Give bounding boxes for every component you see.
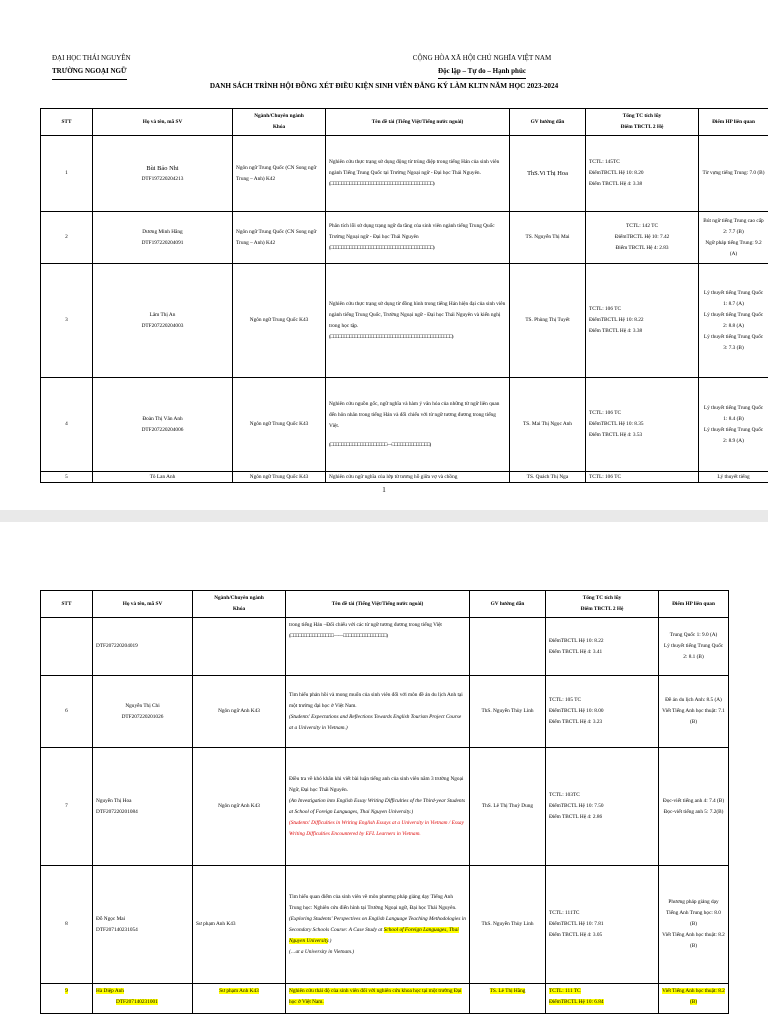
cell-topic: Nghiên cứu thực trạng sử dụng động từ trùng điệp trong tiếng Hán của sinh viên ngành Tiếng Trung Quốc tại Trường Ngoại ngữ - Đại học Thái Nguyên. (□□□□□□□□□□□□□□□□□□□□□□□□□□□□□□□□□□□□□□) <box>326 136 510 212</box>
cell-credits: TCTL: 105 TC ĐiểmTBCTL Hệ 10: 8.00 Điểm TBCTL Hệ 4: 3.23 <box>546 676 659 748</box>
col-advisor: GV hướng dẫn <box>470 591 546 618</box>
cell-scores: Lý thuyết tiếng Trung Quốc 1: 8.4 (B) Lý thuyết tiếng Trung Quốc 2: 8.9 (A) <box>699 378 768 472</box>
header-right <box>382 52 582 79</box>
col-major: Ngành/Chuyên ngành Khóa <box>233 109 326 136</box>
cell-scores: Lý thuyết tiếng <box>699 472 768 483</box>
cell-advisor: TS. Quách Thị Nga <box>510 472 586 483</box>
cell-major: Ngôn ngữ Anh K43 <box>193 676 286 748</box>
cell-stt: 4 <box>41 378 93 472</box>
cell-name: Nguyễn Thị Hoa DTF207220201084 <box>93 748 193 866</box>
motto: Độc lập – Tự do – Hạnh phúc <box>438 65 526 79</box>
col-topic: Tên đề tài (Tiếng Việt/Tiếng nước ngoài) <box>286 591 470 618</box>
cell-stt: 5 <box>41 472 93 483</box>
cell-advisor <box>470 618 546 676</box>
cell-scores: Lý thuyết tiếng Trung Quốc 1: 8.7 (A) Lý thuyết tiếng Trung Quốc 2: 8.8 (A) Lý thuyết tiếng Trung Quốc 3: 7.3 (B) <box>699 264 768 378</box>
cell-credits: TCTL: 106 TC ĐiểmTBCTL Hệ 10: 8.22 Điểm TBCTL Hệ 4: 3.38 <box>586 264 699 378</box>
cell-major: Ngôn ngữ Anh K43 <box>193 748 286 866</box>
table-row <box>41 748 729 866</box>
cell-topic: Nghiên cứu nguồn gốc, ngữ nghĩa và hàm ý văn hóa của những từ ngữ liên quan đến hôn nhân trong tiếng Hán và đối chiếu với từ ngữ tương đương trong tiếng Việt. (□□□□□□□□□□□□□□□□□□□□□—□□□□□□□□□□□□□□) <box>326 378 510 472</box>
document-page-1 <box>0 0 768 510</box>
cell-advisor: ThS. Lê Thị Thuỳ Dung <box>470 748 546 866</box>
cell-topic: Tìm hiểu quan điểm của sinh viên về môn phương pháp giảng dạy Tiếng Anh Trung học: Nghiên cứu điển hình tại Trường Ngoại ngữ, Đại học Thái Nguyên. (Exploring Students' Perspectives on English Language Teaching Methodologies in Secondary Schools Course: A Case Study at School of Foreign Languages, Thai Nguyen University.) (…at a University in Vietnam.) <box>286 866 470 984</box>
table-header-row <box>41 591 729 618</box>
cell-credits: TCTL: 106 TC ĐiểmTBCTL Hệ 10: 8.35 Điểm TBCTL Hệ 4: 3.53 <box>586 378 699 472</box>
table-row <box>41 264 768 378</box>
cell-advisor: TS. Mai Thị Ngọc Anh <box>510 378 586 472</box>
table-row <box>41 472 768 483</box>
university-name: ĐẠI HỌC THÁI NGUYÊN <box>52 54 131 62</box>
col-credits: Tổng TC tích lũy Điểm TBCTL 2 Hệ <box>546 591 659 618</box>
table-row <box>41 212 768 264</box>
cell-scores: Đề án du lịch Anh: 8.5 (A) Viết Tiếng Anh học thuật: 7.1 (B) <box>659 676 729 748</box>
table-row <box>41 136 768 212</box>
table-row <box>41 618 729 676</box>
school-name: TRƯỜNG NGOẠI NGỮ <box>52 65 127 80</box>
cell-topic: Điều tra về khó khăn khi viết bài luận tiếng anh của sinh viên năm 3 trường Ngoại Ngữ, Đại học Thái Nguyên. (An Investigation into English Essay Writing Difficulties of the Third-year Students at School of Foreign Languages, Thai Nguyen University.) (Students' Difficulties in Writing English Essays at a University in Vietnam / Essay Writing Difficulties Encountered by EFL Learners in Vietnam. <box>286 748 470 866</box>
cell-credits: TCTL: 111 TC ĐiểmTBCTL Hệ 10: 6.84 <box>546 984 659 1014</box>
council-table-page-1 <box>40 108 768 483</box>
col-scores: Điểm HP liên quan <box>659 591 729 618</box>
col-name: Họ và tên, mã SV <box>93 591 193 618</box>
cell-credits: TCTL: 103TC ĐiểmTBCTL Hệ 10: 7.50 Điểm TBCTL Hệ 4: 2.86 <box>546 748 659 866</box>
cell-advisor: ThS. Nguyễn Thùy Linh <box>470 866 546 984</box>
cell-major: Sư phạm Anh K43 <box>193 866 286 984</box>
cell-name: DTF207220204019 <box>93 618 193 676</box>
cell-scores: Viết Tiếng Anh học thuật: 8.2 (B) <box>659 984 729 1014</box>
cell-name: Đoàn Thị Vân Anh DTF207220204006 <box>93 378 233 472</box>
cell-name: Dương Minh Hằng DTF197220204091 <box>93 212 233 264</box>
cell-stt <box>41 618 93 676</box>
cell-advisor: ThS.Vi Thị Hoa <box>510 136 586 212</box>
cell-topic: Tìm hiểu phản hồi và mong muốn của sinh viên đối với môn đề án du lịch Anh tại một trường đại học ở Việt Nam. (Students' Expectations and Reflections Towards English Tourism Project Course at a University in Vietnam.) <box>286 676 470 748</box>
cell-topic: Nghiên cứu thực trạng sử dụng từ đồng hình trong tiếng Hán hiện đại của sinh viên ngành tiếng Trung Quốc, Trường Ngoại ngữ - Đại học Thái Nguyên và kiến nghị trong học tập. (□□□□□□□□□□□□□□□□□□□□□□□□□□□□□□□□□□□□□□□□□□□□□) <box>326 264 510 378</box>
cell-credits: ĐiểmTBCTL Hệ 10: 8.22 Điểm TBCTL Hệ 4: 3.41 <box>546 618 659 676</box>
cell-name: Đỗ Ngọc Mai DTF207140231054 <box>93 866 193 984</box>
col-name: Họ và tên, mã SV <box>93 109 233 136</box>
col-scores: Điểm HP liên quan <box>699 109 768 136</box>
cell-major: Ngôn ngữ Trung Quốc (CN Song ngữ Trung – Anh) K42 <box>233 212 326 264</box>
cell-credits: TCTL: 106 TC <box>586 472 699 483</box>
cell-name: Nguyễn Thị Chi DTF207220201026 <box>93 676 193 748</box>
council-table-page-2 <box>40 590 729 1014</box>
col-stt: STT <box>41 591 93 618</box>
cell-credits: TCTL: 145TC ĐiểmTBCTL Hệ 10: 8.20 Điểm TBCTL Hệ 4: 3.38 <box>586 136 699 212</box>
document-page-2 <box>0 522 768 1024</box>
cell-name: Lâm Thị An DTF207220204003 <box>93 264 233 378</box>
table-row <box>41 378 768 472</box>
cell-major: Sư phạm Anh K43 <box>193 984 286 1014</box>
header-left <box>52 52 131 80</box>
country-name: CỘNG HÒA XÃ HỘI CHỦ NGHĨA VIỆT NAM <box>412 54 552 62</box>
cell-major <box>193 618 286 676</box>
col-topic: Tên đề tài (Tiếng Việt/Tiếng nước ngoài) <box>326 109 510 136</box>
cell-stt: 2 <box>41 212 93 264</box>
cell-stt: 7 <box>41 748 93 866</box>
col-credits: Tổng TC tích lũy Điểm TBCTL 2 Hệ <box>586 109 699 136</box>
cell-credits: TCTL: 111TC ĐiểmTBCTL Hệ 10: 7.81 Điểm TBCTL Hệ 4: 3.05 <box>546 866 659 984</box>
cell-topic: trong tiếng Hán –Đối chiếu với các từ ngữ tương đương trong tiếng Việt (□□□□□□□□□□□□□□□□——□□□□□□□□□□□□□□□□) <box>286 618 470 676</box>
cell-stt: 8 <box>41 866 93 984</box>
col-major: Ngành/Chuyên ngành Khóa <box>193 591 286 618</box>
table-row <box>41 984 729 1014</box>
cell-major: Ngôn ngữ Trung Quốc (CN Song ngữ Trung – Anh) K42 <box>233 136 326 212</box>
cell-major: Ngôn ngữ Trung Quốc K43 <box>233 264 326 378</box>
cell-stt: 6 <box>41 676 93 748</box>
table-header-row <box>41 109 768 136</box>
table-row <box>41 866 729 984</box>
cell-scores: Trung Quốc 1: 9.0 (A) Lý thuyết tiếng Trung Quốc 2: 8.1 (B) <box>659 618 729 676</box>
cell-major: Ngôn ngữ Trung Quốc K43 <box>233 378 326 472</box>
col-stt: STT <box>41 109 93 136</box>
cell-name: Hà Diệp Anh DTF207140231001 <box>93 984 193 1014</box>
cell-major: Ngôn ngữ Trung Quốc K43 <box>233 472 326 483</box>
cell-stt: 9 <box>41 984 93 1014</box>
cell-advisor: TS. Phùng Thị Tuyết <box>510 264 586 378</box>
col-advisor: GV hướng dẫn <box>510 109 586 136</box>
cell-stt: 1 <box>41 136 93 212</box>
cell-advisor: TS. Nguyễn Thị Mai <box>510 212 586 264</box>
cell-scores: Phương pháp giảng dạy Tiếng Anh Trung học: 8.0 (B) Viết Tiếng Anh học thuật: 8.2 (B) <box>659 866 729 984</box>
cell-scores: Bút ngữ tiếng Trung cao cấp 2: 7.7 (B) Ngữ pháp tiếng Trung: 9.2 (A) <box>699 212 768 264</box>
cell-topic: Nghiên cứu thái độ của sinh viên đối với nghiên cứu khoa học tại một trường Đại học ở Việt Nam. <box>286 984 470 1014</box>
cell-advisor: TS. Lê Thị Hằng <box>470 984 546 1014</box>
cell-credits: TCTL: 142 TC ĐiểmTBCTL Hệ 10: 7.42 Điểm TBCTL Hệ 4: 2.83 <box>586 212 699 264</box>
cell-advisor: ThS. Nguyễn Thùy Linh <box>470 676 546 748</box>
cell-name: Bùi Bảo Nhi DTF197220204213 <box>93 136 233 212</box>
cell-scores: Đọc-viết tiếng anh 4: 7.4 (B) Đọc-viết tiếng anh 5: 7.2(B) <box>659 748 729 866</box>
table-row <box>41 676 729 748</box>
cell-name: Tô Lan Anh <box>93 472 233 483</box>
cell-stt: 3 <box>41 264 93 378</box>
cell-scores: Từ vựng tiếng Trung: 7.0 (B) <box>699 136 768 212</box>
page-number: 1 <box>382 486 386 494</box>
cell-topic: Phân tích lỗi sử dụng trạng ngữ đa tầng của sinh viên ngành tiếng Trung Quốc Trường Ngoại ngữ - Đại học Thái Nguyên (□□□□□□□□□□□□□□□□□□□□□□□□□□□□□□□□□□□□□□) <box>326 212 510 264</box>
document-title: DANH SÁCH TRÌNH HỘI ĐỒNG XÉT ĐIỀU KIỆN SINH VIÊN ĐĂNG KÝ LÀM KLTN NĂM HỌC 2023-2024 <box>209 82 559 90</box>
cell-topic: Nghiên cứu ngữ nghĩa của lớp từ tương hỗ giữa vợ và chồng <box>326 472 510 483</box>
